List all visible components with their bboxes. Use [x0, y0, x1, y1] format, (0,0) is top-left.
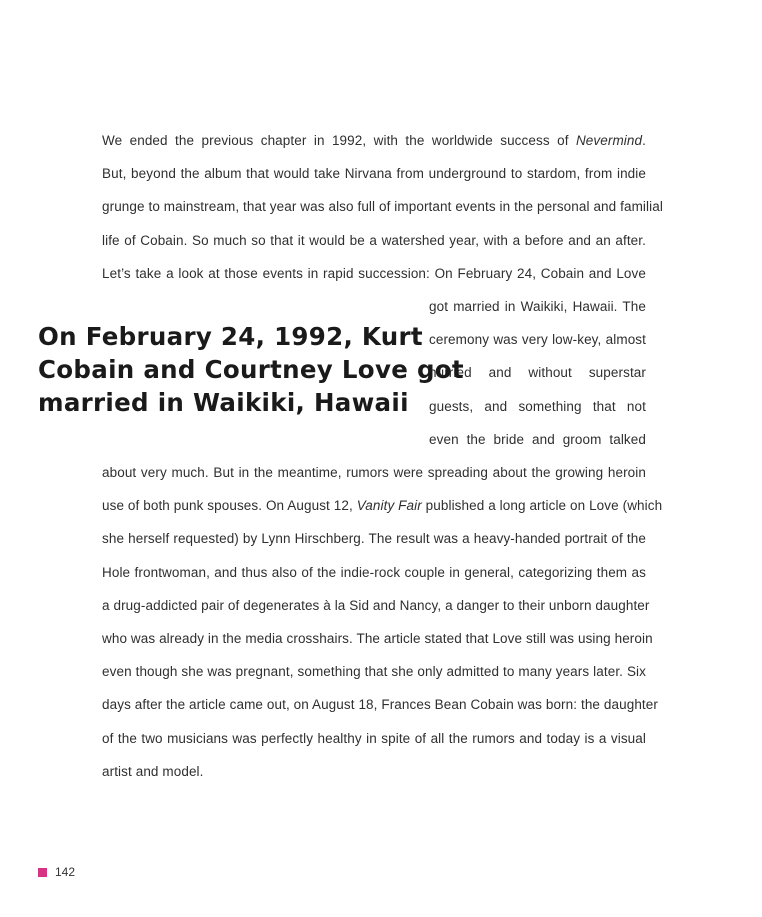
italic-title: Vanity Fair — [356, 498, 422, 514]
pull-quote-line: married in Waikiki, Hawaii — [38, 388, 409, 417]
body-text-line: of the two musicians was perfectly healthy in spite of all the rumors and today is a visual — [102, 730, 646, 746]
italic-title: Nevermind — [575, 133, 643, 148]
body-text-line: We ended the previous chapter in 1992, with the worldwide success of Nevermind. — [102, 133, 646, 148]
page-marker-square — [38, 868, 47, 877]
pull-quote-line: On February 24, 1992, Kurt — [38, 322, 423, 351]
body-text-line: about very much. But in the meantime, rumors were spreading about the growing heroin — [102, 465, 646, 480]
body-text-line: use of both punk spouses. On August 12, Vanity Fair published a long article on Love (which — [102, 498, 663, 514]
page-number: 142 — [55, 865, 76, 879]
body-text-line: a drug-addicted pair of degenerates à la Sid and Nancy, a danger to their unborn daughter — [102, 597, 650, 613]
pull-quote-line: Cobain and Courtney Love got — [38, 355, 464, 384]
body-text-line: days after the article came out, on August 18, Frances Bean Cobain was born: the daughter — [102, 697, 658, 713]
body-text-line: even though she was pregnant, something that she only admitted to many years later. Six — [102, 664, 646, 680]
body-text-line: Let’s take a look at those events in rapid succession: On February 24, Cobain and Love — [102, 265, 646, 281]
body-text-line: got married in Waikiki, Hawaii. The — [429, 299, 646, 314]
body-text-line: hurried and without superstar — [429, 365, 646, 381]
body-text-line: grunge to mainstream, that year was also full of important events in the personal and familial — [102, 199, 663, 215]
body-text-line: ceremony was very low-key, almost — [429, 332, 646, 348]
body-text-line: guests, and something that not — [429, 398, 646, 414]
body-text-line: she herself requested) by Lynn Hirschberg. The result was a heavy-handed portrait of the — [102, 531, 646, 547]
body-text-line: life of Cobain. So much so that it would be a watershed year, with a before and an after. — [102, 232, 646, 248]
body-text-line: Hole frontwoman, and thus also of the indie-rock couple in general, categorizing them as — [102, 564, 646, 580]
body-text-line: who was already in the media crosshairs. The article stated that Love still was using heroin — [102, 631, 653, 646]
body-text-line: artist and model. — [102, 763, 204, 779]
body-text-line: even the bride and groom talked — [429, 431, 646, 447]
body-text-line: But, beyond the album that would take Nirvana from underground to stardom, from indie — [102, 166, 646, 182]
pull-quote — [38, 320, 464, 419]
